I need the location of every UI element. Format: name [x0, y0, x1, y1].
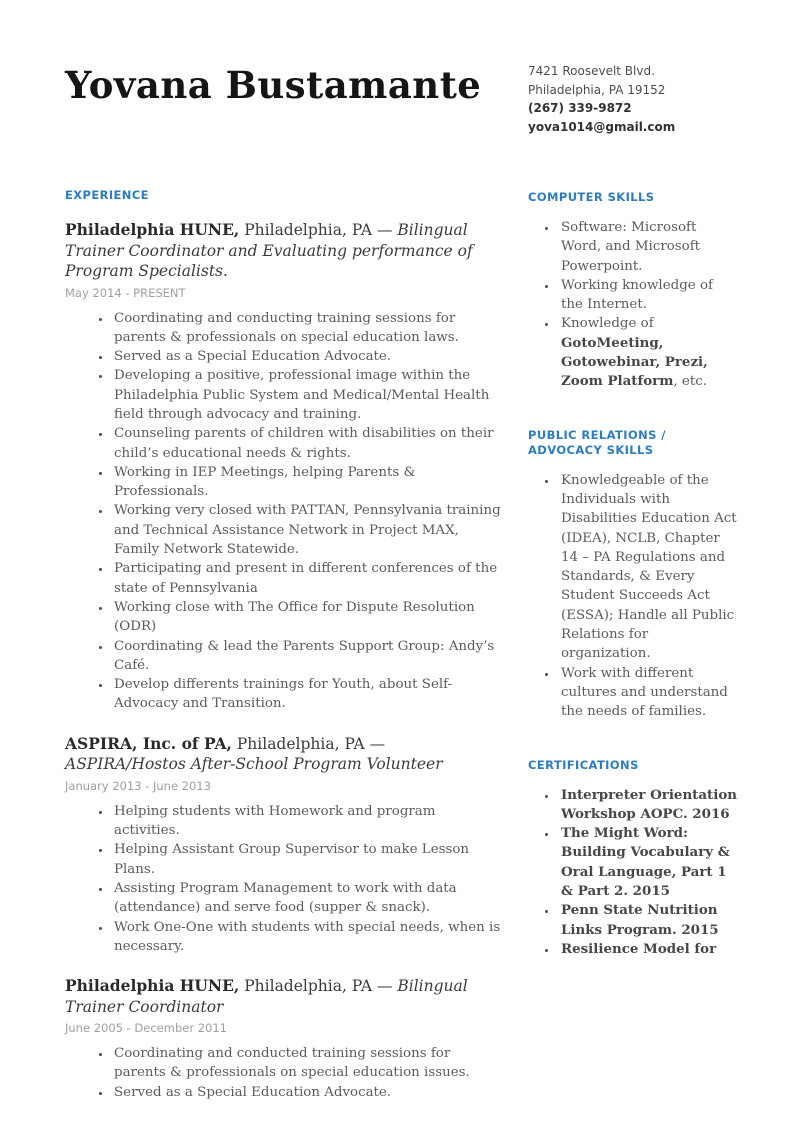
job-bullet: • Developing a positive, professional image within the Philadelphia Public System and Medical/Mental Health field through advocacy and training.	[112, 366, 502, 424]
job-employer: Philadelphia HUNE,	[65, 220, 240, 239]
sidebar-bullet	[558, 471, 738, 664]
job-entry	[65, 734, 502, 956]
job-bullet: • Helping Assistant Group Supervisor to make Lesson Plans.	[112, 840, 502, 879]
sidebar-section	[528, 190, 738, 392]
job-dates: January 2013 - June 2013	[65, 778, 211, 793]
job-bullet: • Counseling parents of children with disabilities on their child’s educational needs & rights.	[112, 424, 502, 463]
sidebar-bullet	[558, 314, 738, 391]
person-name: Yovana Bustamante	[65, 63, 482, 107]
sidebar-bullet-list	[528, 218, 738, 392]
job-entry	[65, 976, 502, 1102]
job-bullet: • Work One-One with students with special needs, when is necessary.	[112, 918, 502, 957]
contact-address-line2: Philadelphia, PA 19152	[528, 82, 666, 97]
sidebar-section	[528, 758, 738, 960]
job-bullet-list	[65, 802, 502, 956]
bold-text-segment: GotoMeeting, Gotowebinar, Prezi, Zoom Platform	[561, 334, 708, 390]
text-segment: Knowledgeable of the Individuals with Disabilities Education Act (IDEA), NCLB, Chapter 14 – PA Regulations and Standards, & Every Student Succeeds Act (ESSA); Handle all Public Relations for organization.	[561, 472, 737, 662]
sidebar-section-heading: PUBLIC RELATIONS / ADVOCACY SKILLS	[528, 427, 666, 457]
text-segment: Working knowledge of the Internet.	[561, 277, 713, 313]
bold-text-segment: Penn State Nutrition Links Program. 2015	[561, 902, 719, 938]
text-segment: Software: Microsoft Word, and Microsoft Powerpoint.	[561, 220, 701, 274]
side-column	[528, 62, 738, 959]
sidebar-sections	[528, 190, 738, 959]
job-bullet: • Working close with The Office for Dispute Resolution (ODR)	[112, 598, 502, 637]
sidebar-bullet	[558, 786, 738, 825]
job-bullet-list	[65, 1044, 502, 1102]
job-bullet: • Helping students with Homework and program activities.	[112, 802, 502, 841]
bold-text-segment: Interpreter Orientation Workshop AOPC. 2016	[561, 786, 737, 822]
job-bullet: • Working in IEP Meetings, helping Parents & Professionals.	[112, 463, 502, 502]
sidebar-bullet-list	[528, 471, 738, 722]
job-bullet: • Working very closed with PATTAN, Pennsylvania training and Technical Assistance Network in Project MAX, Family Network Statewide.	[112, 501, 502, 559]
sidebar-bullet	[558, 664, 738, 722]
job-bullet: • Served as a Special Education Advocate.	[112, 1083, 502, 1102]
experience-section-heading: EXPERIENCE	[65, 188, 149, 202]
sidebar-bullet	[558, 218, 738, 276]
text-segment: , etc.	[673, 374, 707, 390]
job-bullet-list	[65, 309, 502, 714]
sidebar-bullet-list	[528, 786, 738, 960]
sidebar-section-heading: CERTIFICATIONS	[528, 757, 639, 772]
job-heading: ASPIRA, Inc. of PA, Philadelphia, PA — ASPIRA/Hostos After-School Program Volunteer	[65, 733, 443, 774]
job-bullet: • Assisting Program Management to work with data (attendance) and serve food (supper & snack).	[112, 879, 502, 918]
sidebar-bullet	[558, 276, 738, 315]
job-bullet: • Served as a Special Education Advocate.	[112, 347, 502, 366]
job-employer: Philadelphia HUNE,	[65, 976, 240, 996]
contact-email: yova1014@gmail.com	[528, 119, 676, 134]
bold-text-segment: Resilience Model for	[561, 940, 717, 957]
job-dates: June 2005 - December 2011	[65, 1021, 227, 1036]
job-bullet: • Coordinating & lead the Parents Support Group: Andy’s Café.	[112, 637, 502, 676]
experience-jobs	[65, 220, 502, 1102]
text-segment: Work with different cultures and understand the needs of families.	[561, 665, 728, 720]
job-role: Bilingual Trainer Coordinator and Evaluating performance of Program Specialists.	[65, 221, 473, 280]
sidebar-bullet	[558, 824, 738, 901]
job-entry	[65, 220, 502, 714]
job-role: ASPIRA/Hostos After-School Program Volunteer	[65, 755, 443, 774]
bold-text-segment: The Might Word: Building Vocabulary & Oral Language, Part 1 & Part 2. 2015	[561, 825, 730, 900]
job-bullet: • Coordinating and conducted training sessions for parents & professionals on special education issues.	[112, 1044, 502, 1083]
sidebar-bullet	[558, 940, 738, 959]
job-bullet: • Participating and present in different conferences of the state of Pennsylvania	[112, 559, 502, 598]
job-dates: May 2014 - PRESENT	[65, 285, 186, 300]
sidebar-section	[528, 428, 738, 722]
text-segment: Knowledge of	[561, 316, 654, 332]
job-bullet: • Coordinating and conducting training sessions for parents & professionals on special education laws.	[112, 309, 502, 348]
main-column	[65, 60, 502, 1122]
job-employer: ASPIRA, Inc. of PA,	[65, 733, 232, 753]
sidebar-bullet	[558, 901, 738, 940]
job-heading: Philadelphia HUNE, Philadelphia, PA — Bilingual Trainer Coordinator	[65, 976, 468, 1016]
job-heading: Philadelphia HUNE, Philadelphia, PA — Bilingual Trainer Coordinator and Evaluating performance of Program Specialists.	[65, 220, 473, 280]
contact-address-line1: 7421 Roosevelt Blvd.	[528, 64, 655, 78]
job-bullet: • Develop differents trainings for Youth, about Self-Advocacy and Transition.	[112, 675, 502, 714]
sidebar-section-heading: COMPUTER SKILLS	[528, 190, 655, 204]
contact-phone: (267) 339-9872	[528, 101, 632, 115]
contact-block	[528, 62, 738, 136]
job-role: Bilingual Trainer Coordinator	[65, 977, 468, 1016]
